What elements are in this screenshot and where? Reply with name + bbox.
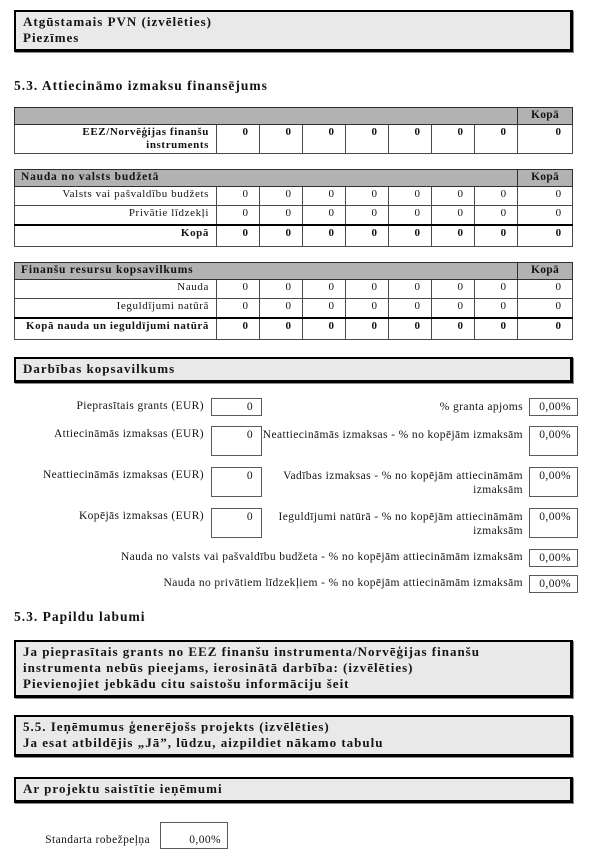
full-row-label: Nauda no valsts vai pašvaldību budžeta - % no kopējām attiecināmām izmaksām — [120, 551, 523, 563]
value-cell[interactable]: 0 — [389, 125, 432, 154]
value-cell[interactable]: 0 — [518, 187, 573, 206]
form-row — [14, 467, 578, 497]
eez-norway-instrument-table — [14, 107, 573, 154]
revenue-generating-project-box — [14, 715, 573, 757]
row-label: Ieguldījumi natūrā — [15, 299, 217, 319]
left-field-label: Neattiecināmās izmaksas (EUR) — [42, 469, 204, 481]
value-cell[interactable]: 0 — [475, 125, 518, 154]
row-label: Privātie līdzekļi — [15, 206, 217, 226]
value-cell[interactable]: 0 — [217, 187, 260, 206]
value-cell[interactable]: 0 — [260, 187, 303, 206]
value-cell[interactable]: 0 — [303, 187, 346, 206]
attach-other-info-line: Pievienojiet jebkādu citu saistošu informāciju šeit — [23, 676, 350, 691]
value-cell[interactable]: 0 — [518, 206, 573, 226]
left-field-label: Kopējās izmaksas (EUR) — [78, 510, 204, 522]
value-cell[interactable]: 0 — [303, 318, 346, 340]
project-related-revenues-box — [14, 777, 573, 803]
form-row — [14, 426, 578, 456]
value-cell[interactable]: 0 — [432, 318, 475, 340]
form-row — [14, 398, 578, 416]
value-cell[interactable]: 0 — [346, 187, 389, 206]
value-cell[interactable]: 0 — [346, 225, 389, 247]
activity-summary-form — [14, 398, 578, 593]
value-cell[interactable]: 0 — [432, 280, 475, 299]
value-cell[interactable]: 0 — [260, 299, 303, 319]
value-cell[interactable]: 0 — [475, 280, 518, 299]
form-row-full — [14, 549, 578, 567]
value-cell[interactable]: 0 — [432, 187, 475, 206]
standard-margin-label: Standarta robežpeļņa — [45, 834, 150, 846]
value-cell[interactable]: 0 — [518, 280, 573, 299]
right-field-label: % granta apjoms — [439, 401, 523, 413]
kopa-column-header: Kopā — [518, 108, 573, 125]
value-cell[interactable]: 0 — [303, 225, 346, 247]
value-cell[interactable]: 0 — [475, 318, 518, 340]
value-cell[interactable]: 0 — [260, 225, 303, 247]
value-cell[interactable]: 0 — [518, 125, 573, 154]
left-value-field[interactable]: 0 — [211, 398, 262, 416]
right-value-field[interactable]: 0,00% — [529, 426, 578, 456]
value-cell[interactable]: 0 — [346, 206, 389, 226]
notes-line: Piezīmes — [23, 30, 80, 45]
value-cell[interactable]: 0 — [260, 206, 303, 226]
value-cell[interactable]: 0 — [518, 225, 573, 247]
form-row — [14, 508, 578, 538]
full-row-value-field[interactable]: 0,00% — [529, 549, 578, 567]
kopa-column-header: Kopā — [518, 263, 573, 280]
financing-tables — [14, 107, 573, 340]
standard-margin-value-field[interactable]: 0,00% — [160, 822, 228, 849]
value-cell[interactable]: 0 — [217, 225, 260, 247]
value-cell[interactable]: 0 — [432, 206, 475, 226]
row-label: Nauda — [15, 280, 217, 299]
value-cell[interactable]: 0 — [389, 299, 432, 319]
value-cell[interactable]: 0 — [432, 225, 475, 247]
section-eligible-costs-financing-title: 5.3. Attiecināmo izmaksu finansējums — [14, 78, 268, 93]
value-cell[interactable]: 0 — [303, 280, 346, 299]
left-value-field[interactable]: 0 — [211, 508, 262, 538]
right-value-field[interactable]: 0,00% — [529, 508, 578, 538]
value-cell[interactable]: 0 — [389, 187, 432, 206]
full-row-value-field[interactable]: 0,00% — [529, 575, 578, 593]
value-cell[interactable]: 0 — [432, 299, 475, 319]
row-label: Kopā nauda un ieguldījumi natūrā — [15, 318, 217, 340]
value-cell[interactable]: 0 — [432, 125, 475, 154]
right-field-label: Ieguldījumi natūrā - % no kopējām attiecināmām izmaksām — [278, 511, 523, 537]
value-cell[interactable]: 0 — [389, 318, 432, 340]
contingency-info-box — [14, 640, 573, 698]
right-value-field[interactable]: 0,00% — [529, 398, 578, 416]
value-cell[interactable]: 0 — [389, 225, 432, 247]
kopa-column-header: Kopā — [518, 170, 573, 187]
value-cell[interactable]: 0 — [475, 206, 518, 226]
grant-unavailable-action-select-line[interactable]: Ja pieprasītais grants no EEZ finanšu instrumenta/Norvēģijas finanšu instrumenta nebūs pieejams, ierosinātā darbība: (izvēlēties) — [23, 644, 480, 675]
value-cell[interactable]: 0 — [346, 280, 389, 299]
value-cell[interactable]: 0 — [475, 187, 518, 206]
right-field-label: Vadības izmaksas - % no kopējām attiecināmām izmaksām — [283, 470, 523, 496]
table-title — [15, 108, 518, 125]
revenue-project-select-line[interactable]: 5.5. Ieņēmumus ģenerējošs projekts (izvēlēties) — [23, 719, 330, 734]
value-cell[interactable]: 0 — [303, 206, 346, 226]
value-cell[interactable]: 0 — [260, 280, 303, 299]
value-cell[interactable]: 0 — [260, 318, 303, 340]
row-label: Kopā — [15, 225, 217, 247]
value-cell[interactable]: 0 — [346, 318, 389, 340]
recoverable-vat-select-line[interactable]: Atgūstamais PVN (izvēlēties) — [23, 14, 213, 29]
form-row-full — [14, 575, 578, 593]
vat-header-box — [14, 10, 573, 52]
full-row-label: Nauda no privātiem līdzekļiem - % no kopējām attiecināmām izmaksām — [163, 577, 523, 589]
value-cell[interactable]: 0 — [518, 318, 573, 340]
value-cell[interactable]: 0 — [475, 225, 518, 247]
revenue-project-note-line: Ja esat atbildējis „Jā”, lūdzu, aizpildiet nākamo tabulu — [23, 735, 384, 750]
value-cell[interactable]: 0 — [217, 125, 260, 154]
value-cell[interactable]: 0 — [303, 299, 346, 319]
state-budget-table — [14, 169, 573, 247]
left-field-label: Pieprasītais grants (EUR) — [76, 400, 204, 412]
value-cell[interactable]: 0 — [389, 280, 432, 299]
value-cell[interactable]: 0 — [217, 318, 260, 340]
right-field-label: Neattiecināmās izmaksas - % no kopējām izmaksām — [262, 429, 523, 441]
value-cell[interactable]: 0 — [217, 206, 260, 226]
value-cell[interactable]: 0 — [217, 299, 260, 319]
row-label: EEZ/Norvēģijas finanšu instruments — [15, 125, 217, 154]
value-cell[interactable]: 0 — [346, 299, 389, 319]
row-label: Valsts vai pašvaldību budžets — [15, 187, 217, 206]
value-cell[interactable]: 0 — [346, 125, 389, 154]
financial-resources-summary-table — [14, 262, 573, 340]
table-title: Finanšu resursu kopsavilkums — [15, 263, 518, 280]
value-cell[interactable]: 0 — [217, 280, 260, 299]
right-value-field[interactable]: 0,00% — [529, 467, 578, 497]
table-title: Nauda no valsts budžetā — [15, 170, 518, 187]
value-cell[interactable]: 0 — [475, 299, 518, 319]
value-cell[interactable]: 0 — [260, 125, 303, 154]
left-value-field[interactable]: 0 — [211, 467, 262, 497]
value-cell[interactable]: 0 — [389, 206, 432, 226]
activity-summary-title: Darbības kopsavilkums — [23, 361, 176, 376]
activity-summary-box — [14, 357, 573, 383]
left-value-field[interactable]: 0 — [211, 426, 262, 456]
standard-margin-row — [14, 822, 573, 849]
section-additional-benefits-title: 5.3. Papildu labumi — [14, 609, 146, 624]
value-cell[interactable]: 0 — [518, 299, 573, 319]
value-cell[interactable]: 0 — [303, 125, 346, 154]
left-field-label: Attiecināmās izmaksas (EUR) — [53, 428, 204, 440]
project-related-revenues-title: Ar projektu saistītie ieņēmumi — [23, 781, 223, 796]
